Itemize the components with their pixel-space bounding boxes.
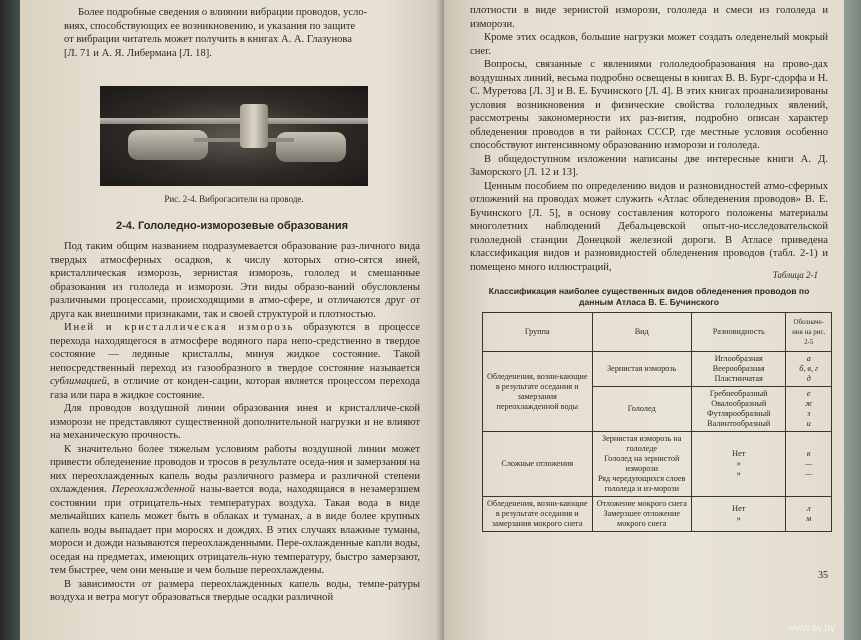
spaced-term: Иней и кристаллическая изморозь xyxy=(64,322,295,333)
type-line: Замерзшее отложение мокрого снега xyxy=(603,509,680,528)
variety-cell: Нет » » xyxy=(691,432,786,497)
left-body xyxy=(50,240,420,605)
group-cell: Обледенения, возни-кающие в результате оседания и замерзания мокрого снега xyxy=(483,497,593,532)
damper-weight-right xyxy=(276,132,346,162)
paragraph xyxy=(50,321,420,402)
damper-clamp xyxy=(240,104,268,148)
damper-weight-left xyxy=(128,130,208,160)
column-header: Обозначе-ния на рис. 2-5 xyxy=(786,313,832,352)
variety-cell: Нет » xyxy=(691,497,786,532)
column-header: Группа xyxy=(483,313,593,352)
type-cell: Зернистая изморозь xyxy=(592,352,691,387)
mark-cell: к — — xyxy=(786,432,832,497)
variety-cell: Гребнеобразный Овалообразный Футлярообразный Валинтообразный xyxy=(691,387,786,432)
paragraph: Вопросы, связанные с явлениями гололедообразования на прово-дах воздушных линий, весьма подробно освещены в книгах В. В. Бург-сдорфа и Н. С. Муретова [Л. 3] и В. Е. Бучинского [Л. 4]. В этих книгах проанализированы условия возникновения и физические свойства гололедных явлений, рассмотрены закономерности их раз-вития, подробно описан характер обледенения проводов в ти районах СССР, где местные условия особенно способствуют интенсивному образованию изморози и гололеда. xyxy=(470,59,828,151)
watermark: www.ay.by xyxy=(787,623,835,634)
type-cell xyxy=(592,432,691,497)
text-run: образуются в процессе перехода находящегося в атмосфере водяного пара непо-средственно в твердое состояние — ледяные кристаллы, минуя жидкое состояние. Такой непосредственный переход из газообразного в твердое состояние называется xyxy=(50,322,421,374)
text-line: Более подробные сведения о влиянии вибрации проводов, усло- xyxy=(78,7,368,18)
mark-cell: е ж з и xyxy=(786,387,832,432)
vibration-damper-photo xyxy=(100,86,368,186)
paragraph: Ценным пособием по определению видов и разновидностей атмо-сферных отложений на проводах может служить «Атлас обледенения проводов» В. Е. Бучинского [Л. 5], в основу составления которого положены материалы многолетних наблюдений Дебальцевской опыт-но-исследовательской гололедной станции Донецкой железной дороги. В Атласе приведена классификация видов и разновидностей обледенения проводов (табл. 2-1) и помещено много иллюстраций, xyxy=(470,180,828,273)
paragraph: Кроме этих осадков, большие нагрузки может создать оледенелый мокрый снег. xyxy=(470,32,828,57)
type-line: Отложение мокрого снега xyxy=(596,499,687,508)
paragraph: В общедоступном изложении написаны две интересные книги А. Д. Заморского [Л. 12 и 13]. xyxy=(470,153,828,178)
type-cell xyxy=(592,497,691,532)
wire xyxy=(100,118,368,124)
type-cell: Гололед xyxy=(592,387,691,432)
text-run: назы-вается вода, находящаяся в незамерзшем состоянии при отрицатель-ных температурах воздуха. Такая вода в виде мельчайших капель может быть в облаках и туманах, а в виде более крупных капель воды выпадает при моросях и дождях. В этих случаях влажные туманы, мороси и дожди называются переохлажденными. Пере-охлажденные капли воды, оседая на предметах, имеющих отрицатель-ную температуру, быстро замерзают, тем быстрее, чем они меньше и чем больше переохлаждены. xyxy=(50,484,420,576)
paragraph: Для проводов воздушной линии образования инея и кристалличе-ской изморози не представляют существенной дополнительной нагрузки и не влияют на механическую прочность. xyxy=(50,403,420,441)
intro-paragraph xyxy=(64,6,414,60)
variety-cell: Иглообразная Веерообразная Пластинчатая xyxy=(691,352,786,387)
table-row xyxy=(483,352,832,387)
emphasis: сублимацией xyxy=(50,376,107,387)
type-line: Ряд чередующихся слоев гололеда и из-морози xyxy=(598,474,686,493)
table-row xyxy=(483,432,832,497)
emphasis: Переохлажденной xyxy=(111,484,195,495)
paragraph: В зависимости от размера переохлажденных капель воды, темпе-ратуры воздуха и ветра могут образоваться твердые осадки различной xyxy=(50,578,420,603)
table-row xyxy=(483,497,832,532)
type-line: Зернистая изморозь на гололеде xyxy=(602,434,682,453)
mark-cell: а б, в, г д xyxy=(786,352,832,387)
classification-table xyxy=(482,312,832,532)
right-page xyxy=(444,0,844,640)
paragraph: Под таким общим названием подразумевается образование раз-личного вида твердых атмосферных осадков, к числу которых отно-сятся иней, кристаллическая изморозь, зернистая изморозь, гололед и смешанные образования из гололеда и изморози. Эти виды образо-ваний обусловлены различными процессами, происходящими в атмо-сфере, и отличаются друг от друга как внешними признаками, так и своей структурой и плотностью. xyxy=(50,241,420,320)
table-number: Таблица 2-1 xyxy=(772,270,818,280)
right-body xyxy=(470,4,828,274)
group-cell: Сложные отложения xyxy=(483,432,593,497)
table-title: Классификация наиболее существенных видов обледенения проводов по данным Атласа В. Е. Бучинского xyxy=(488,286,810,307)
text-run: , в отличие от конден-сации, которая является процессом перехода газа или пара в жидкое состояние. xyxy=(50,376,420,401)
table-header-row xyxy=(483,313,832,352)
paragraph xyxy=(50,443,420,578)
page-number: 35 xyxy=(818,570,828,581)
column-header: Разновидность xyxy=(691,313,786,352)
type-line: Гололед на зернистой изморози xyxy=(604,454,680,473)
text-line: [Л. 71 и А. Я. Либермана [Л. 18]. xyxy=(64,47,212,59)
text-run: К значительно более тяжелым условиям работы воздушной линии может привести обледенение проводов и тросов в результате оседа-ния и замерзания на них переохлажденных капель воды различного размера и различной степени охлаждения. xyxy=(50,443,420,495)
mark-cell: л м xyxy=(786,497,832,532)
group-cell: Обледенения, возни-кающие в результате оседания и замерзания переохлажденной воды xyxy=(483,352,593,432)
column-header: Вид xyxy=(592,313,691,352)
text-line: от вибрации читатель может получить в книгах А. А. Глазунова xyxy=(64,34,352,45)
left-page xyxy=(20,0,444,640)
figure-caption: Рис. 2-4. Виброгасители на проводе. xyxy=(164,194,304,204)
section-heading: 2-4. Гололедно-изморозевые образования xyxy=(116,220,349,232)
text-line: виях, способствующих ее возникновению, и указания по защите xyxy=(64,20,356,32)
paragraph: плотности в виде зернистой изморози, гололеда и смеси из гололеда и изморози. xyxy=(470,5,828,30)
